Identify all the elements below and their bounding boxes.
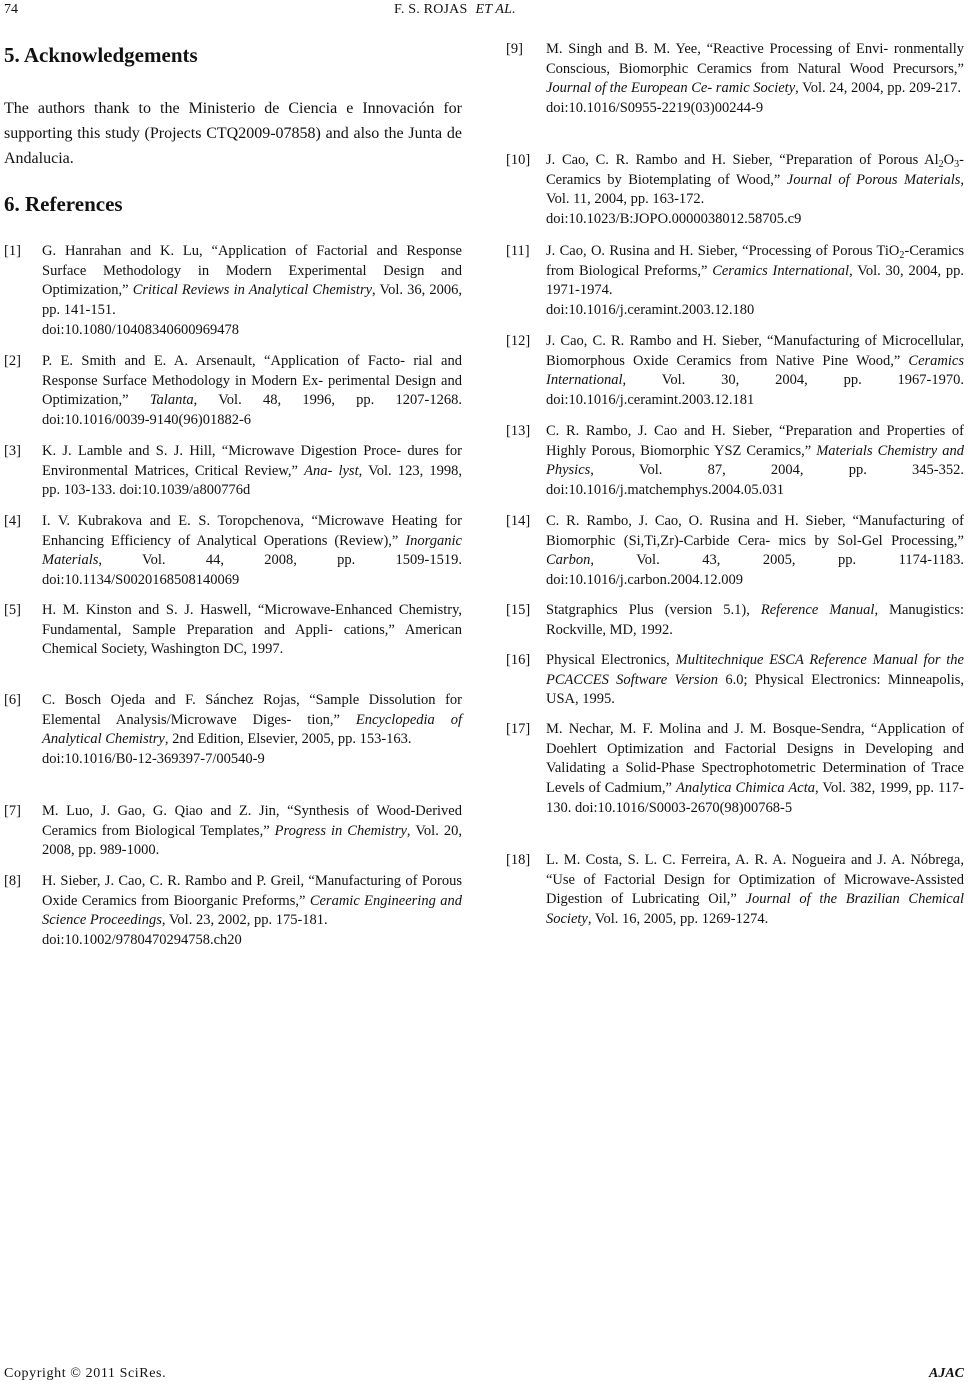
footer-journal: AJAC [928, 1366, 964, 1381]
reference-source-title: Materials Chemistry and Physics [546, 442, 964, 479]
reference-number: [13] [506, 423, 531, 439]
reference-text-segment: O [943, 152, 955, 168]
reference-item [4, 352, 462, 431]
reference-text-segment: , Vol. 48, 1996, pp. 1207-1268. doi:10.1016/0039-9140(96)01882-6 [42, 392, 462, 429]
reference-text-segment: C. R. Rambo, J. Cao, O. Rusina and H. Sieber, “Manufacturing of Biomorphic (Si,Ti,Zr)-Carbide Cera- mics by Sol-Gel Processing,” [546, 513, 964, 549]
reference-number: [1] [4, 243, 21, 259]
reference-source-title: Talanta [149, 392, 194, 409]
reference-source-title: Critical Reviews in Analytical Chemistry [132, 282, 373, 299]
reference-item [506, 40, 964, 119]
reference-text-segment: , Vol. 30, 2004, pp. 1971-1974. [546, 262, 965, 299]
reference-text-segment: -Ceramics from Biological Preforms,” [546, 243, 964, 279]
reference-text-segment: , Vol. 382, 1999, pp. 117-130. doi:10.1016/S0003-2670(98)00768-5 [546, 780, 964, 816]
reference-text [546, 242, 964, 321]
reference-item [506, 651, 964, 710]
reference-item [4, 802, 462, 861]
reference-doi: doi:10.1016/S0955-2219(03)00244-9 [546, 100, 764, 117]
reference-text-segment: Statgraphics Plus (version 5.1), [546, 602, 761, 618]
reference-text-segment: , Vol. 30, 2004, pp. 1967-1970. doi:10.1016/j.ceramint.2003.12.181 [546, 372, 964, 409]
reference-number: [18] [506, 852, 531, 868]
reference-source-title: Multitechnique ESCA Reference Manual for the PCACCES Software Version [546, 652, 964, 688]
reference-text-segment: I. V. Kubrakova and E. S. Toropchenova, “Microwave Heating for Enhancing Efficiency of Analytical Operations (Review),” [42, 513, 462, 549]
reference-text-segment: , Vol. 11, 2004, pp. 163-172. [546, 171, 964, 208]
reference-text [546, 332, 964, 411]
reference-text-segment: H. Sieber, J. Cao, C. R. Rambo and P. Greil, “Manufacturing of Porous Oxide Ceramics from Bioorganic Preforms,” [42, 873, 462, 909]
reference-number: [6] [4, 692, 21, 708]
reference-text-segment: J. Cao, C. R. Rambo and H. Sieber, “Preparation of Porous Al [546, 152, 939, 168]
reference-source-title: Ceramic Engineering and Science Proceedings [42, 892, 462, 929]
references-heading: 6. References [4, 192, 123, 216]
reference-source-title: Inorganic Materials [42, 532, 462, 569]
reference-number: [4] [4, 513, 21, 529]
reference-text [42, 242, 462, 341]
reference-source-title: Encyclopedia of Analytical Chemistry [42, 711, 463, 748]
reference-number: [3] [4, 443, 21, 459]
reference-text-segment: 6.0; Physical Electronics: Minneapolis, USA, 1995. [546, 671, 964, 708]
reference-text [546, 151, 964, 230]
reference-number: [17] [506, 721, 531, 737]
acknowledgements-heading: 5. Acknowledgements [4, 43, 198, 67]
reference-doi: doi:10.1080/10408340600969478 [42, 321, 239, 338]
reference-text [42, 512, 462, 591]
reference-text-segment: , 2nd Edition, Elsevier, 2005, pp. 153-163. [164, 731, 412, 748]
reference-source-title: Ana- lyst [304, 462, 359, 479]
reference-text-segment: C. Bosch Ojeda and F. Sánchez Rojas, “Sample Dissolution for Elemental Analysis/Microwave Diges- tion,” [42, 692, 462, 728]
reference-text-segment: P. E. Smith and E. A. Arsenault, “Application of Facto- rial and Response Surface Methodology in Modern Ex- perimental Design and Optimization,” [42, 353, 462, 409]
reference-text [546, 851, 964, 930]
reference-text-segment: M. Nechar, M. F. Molina and J. M. Bosque-Sendra, “Application of Doehlert Optimization and Factorial Designs in Developing and Validating a Solid-Phase Spectrophotometric Determination of Trace Levels of Cadmium,” [546, 721, 964, 797]
reference-text [42, 601, 462, 660]
page-number: 74 [4, 2, 18, 17]
reference-text [546, 422, 964, 501]
reference-source-title: Reference Manual [760, 602, 875, 618]
reference-text-segment: Physical Electronics, [546, 652, 676, 668]
reference-text-segment: K. J. Lamble and S. J. Hill, “Microwave Digestion Proce- dures for Environmental Matrices, Critical Review,” [42, 443, 462, 479]
reference-text [42, 442, 462, 501]
reference-text-segment: , Vol. 16, 2005, pp. 1269-1274. [587, 911, 769, 928]
reference-item [4, 512, 462, 591]
reference-number: [2] [4, 353, 21, 369]
reference-number: [11] [506, 243, 530, 259]
reference-text [546, 512, 964, 591]
reference-item [4, 442, 462, 501]
reference-text-segment: M. Singh and B. M. Yee, “Reactive Processing of Envi- ronmentally Conscious, Biomorphic Ceramics from Natural Wood Precursors,” [546, 41, 964, 77]
reference-text-segment: J. Cao, C. R. Rambo and H. Sieber, “Manufacturing of Microcellular, Biomorphous Oxide Ceramics from Native Pine Wood,” [546, 333, 964, 369]
reference-doi: doi:10.1016/j.ceramint.2003.12.180 [546, 302, 755, 319]
reference-source-title: Journal of Porous Materials [786, 171, 961, 188]
reference-text-segment: , Manugistics: Rockville, MD, 1992. [546, 602, 965, 638]
reference-source-title: Carbon [546, 552, 591, 569]
reference-item [506, 851, 964, 930]
reference-text [42, 691, 462, 770]
reference-source-title: Ceramics International [546, 352, 964, 389]
reference-text-segment: -Ceramics by Biotemplating of Wood,” [546, 152, 964, 188]
reference-item [4, 872, 462, 951]
reference-item [506, 512, 964, 591]
reference-doi: doi:10.1023/B:JOPO.0000038012.58705.c9 [546, 211, 802, 228]
reference-number: [8] [4, 873, 21, 889]
reference-text [546, 720, 964, 819]
reference-doi: doi:10.1016/B0-12-369397-7/00540-9 [42, 751, 265, 768]
reference-text-segment: , Vol. 24, 2004, pp. 209-217. [795, 80, 961, 97]
reference-number: [9] [506, 41, 523, 57]
reference-number: [5] [4, 602, 21, 618]
reference-source-title: Ceramics International [712, 262, 850, 279]
reference-subscript: 2 [899, 250, 905, 261]
reference-subscript: 3 [954, 159, 960, 170]
reference-number: [10] [506, 152, 531, 168]
reference-text [42, 352, 462, 431]
reference-source-title: Journal of the Brazilian Chemical Society [546, 891, 965, 928]
reference-text [42, 872, 462, 951]
footer-copyright: Copyright © 2011 SciRes. [4, 1366, 167, 1381]
reference-text [42, 802, 462, 861]
reference-text-segment: C. R. Rambo, J. Cao and H. Sieber, “Preparation and Properties of Highly Porous, Biomorphic YSZ Ceramics,” [546, 423, 964, 459]
reference-number: [16] [506, 652, 531, 668]
reference-text-segment: M. Luo, J. Gao, G. Qiao and Z. Jin, “Synthesis of Wood-Derived Ceramics from Biological Templates,” [42, 803, 462, 839]
reference-text [546, 651, 964, 710]
reference-text-segment: , Vol. 44, 2008, pp. 1509-1519. doi:10.1134/S0020168508140069 [42, 552, 462, 589]
reference-item [506, 422, 964, 501]
reference-text-segment: , Vol. 20, 2008, pp. 989-1000. [42, 822, 462, 859]
reference-doi: doi:10.1002/9780470294758.ch20 [42, 932, 242, 949]
reference-text-segment: , Vol. 123, 1998, pp. 103-133. doi:10.1039/a800776d [42, 462, 462, 499]
reference-number: [7] [4, 803, 21, 819]
running-head-et-al: ET AL. [475, 2, 516, 17]
reference-text [546, 601, 964, 640]
reference-source-title: Journal of the European Ce- ramic Society [546, 80, 796, 97]
reference-text-segment: , Vol. 36, 2006, pp. 141-151. [42, 282, 463, 319]
running-head-authors: F. S. ROJAS [394, 2, 468, 17]
reference-source-title: Analytica Chimica Acta [675, 780, 815, 797]
reference-item [506, 601, 964, 640]
reference-number: [15] [506, 602, 531, 618]
reference-text-segment: , Vol. 87, 2004, pp. 345-352. doi:10.1016/j.matchemphys.2004.05.031 [546, 462, 964, 499]
reference-text [546, 40, 964, 119]
reference-text-segment: , Vol. 23, 2002, pp. 175-181. [161, 912, 328, 929]
reference-item [506, 332, 964, 411]
reference-text-segment: L. M. Costa, S. L. C. Ferreira, A. R. A. Nogueira and J. A. Nóbrega, “Use of Factorial Design for Optimization of Microwave-Assisted Digestion of Lubricating Oil,” [546, 852, 964, 908]
running-head [394, 2, 516, 18]
reference-subscript: 2 [938, 159, 944, 170]
reference-item [506, 151, 964, 230]
reference-text-segment: H. M. Kinston and S. J. Haswell, “Microwave-Enhanced Chemistry, Fundamental, Sample Preparation and Appli- cations,” American Chemical Society, Washington DC, 1997. [42, 602, 462, 658]
reference-number: [14] [506, 513, 531, 529]
reference-item [4, 242, 462, 341]
reference-source-title: Progress in Chemistry [274, 822, 407, 839]
reference-item [506, 720, 964, 819]
reference-item [4, 691, 462, 770]
reference-item [4, 601, 462, 660]
reference-text-segment: J. Cao, O. Rusina and H. Sieber, “Processing of Porous TiO [546, 243, 900, 259]
acknowledgements-text: The authors thank to the Ministerio de Ciencia e Innovación for supporting this study (Projects CTQ2009-07858) and also the Junta de Andalucia. [4, 100, 462, 167]
reference-text-segment: , Vol. 43, 2005, pp. 1174-1183. doi:10.1016/j.carbon.2004.12.009 [546, 552, 964, 589]
reference-text-segment: G. Hanrahan and K. Lu, “Application of Factorial and Response Surface Methodology in Modern Experimental Design and Optimization,” [42, 243, 462, 299]
reference-item [506, 242, 964, 321]
reference-number: [12] [506, 333, 531, 349]
